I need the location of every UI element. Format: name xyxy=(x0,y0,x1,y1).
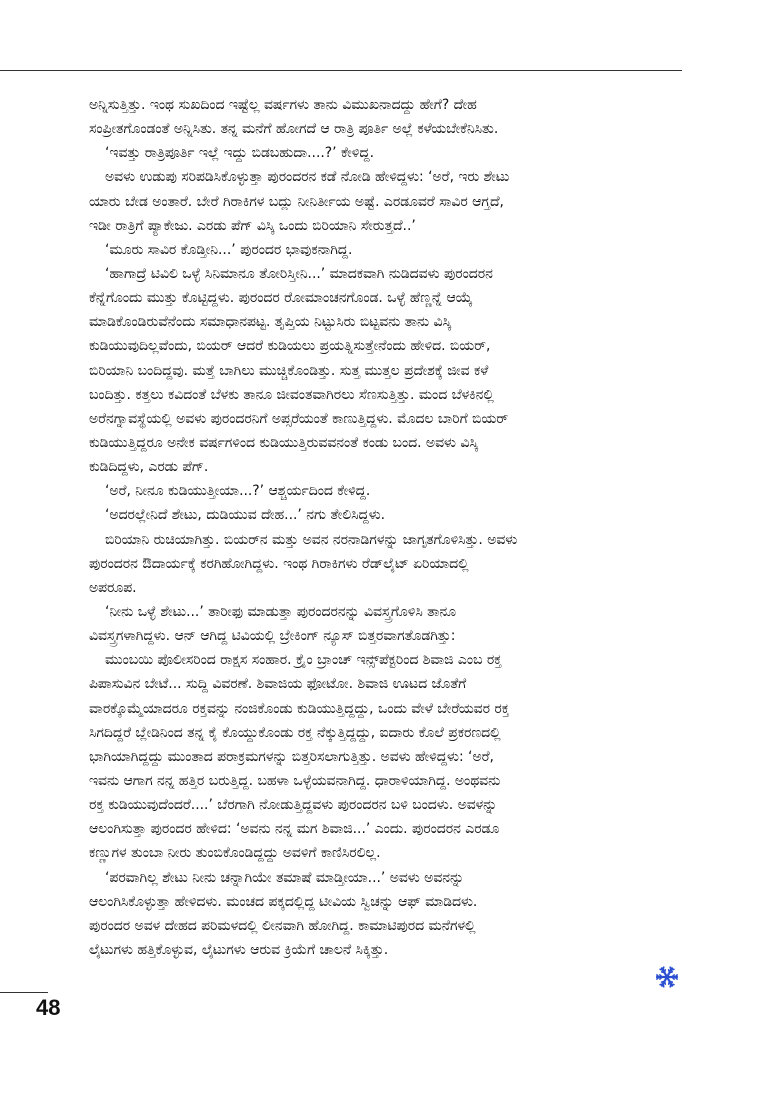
top-rule xyxy=(0,70,682,71)
text-line: ‘ನೀನು ಒಳ್ಳೆ ಶೇಟು...’ ತಾರೀಫು ಮಾಡುತ್ತಾ ಪುರಂದರನನ್ನು ವಿವಸ್ತ್ರಗೊಳಿಸಿ ತಾನೂ xyxy=(105,603,456,620)
text-line: ವಿವಸ್ತ್ರಗಳಾಗಿದ್ದಳು. ಆನ್ ಆಗಿದ್ದ ಟಿವಿಯಲ್ಲಿ ಬ್ರೇಕಿಂಗ್ ನ್ಯೂಸ್ ಬಿತ್ತರವಾಗತೊಡಗಿತ್ತು: xyxy=(89,628,456,645)
text-line: ‘ಪರವಾಗಿಲ್ಲ ಶೇಟು ನೀನು ಚನ್ನಾಗಿಯೇ ತಮಾಷೆ ಮಾಡ್ತೀಯಾ...’ ಅವಳು ಅವನನ್ನು xyxy=(105,869,464,886)
text-line: ಕಣ್ಣುಗಳ ತುಂಬಾ ನೀರು ತುಂಬಿಕೊಂಡಿದ್ದದ್ದು ಅವಳಿಗೆ ಕಾಣಿಸಿರಲಿಲ್ಲ. xyxy=(89,845,381,862)
text-line: ಬಿರಿಯಾನಿ ರುಚಿಯಾಗಿತ್ತು. ಬಿಯರ್‌ನ ಮತ್ತು ಅವನ ನರನಾಡಿಗಳನ್ನು ಜಾಗೃತಗೊಳಿಸಿತ್ತು. ಅವಳು xyxy=(105,531,518,548)
text-line: ‘ಅರೆ, ನೀನೂ ಕುಡಿಯುತ್ತೀಯಾ...?’ ಆಶ್ಚರ್ಯದಿಂದ ಕೇಳಿದ್ದ. xyxy=(105,483,371,500)
text-line: ಕುಡಿಯುವುದಿಲ್ಲವೆಂದು, ಬಿಯರ್ ಆದರೆ ಕುಡಿಯಲು ಪ್ರಯತ್ನಿಸುತ್ತೇನೆಂದು ಹೇಳಿದ. ಬಿಯರ್, xyxy=(89,338,491,355)
text-line: ಪುರಂದರನ ಔದಾರ್ಯಕ್ಕೆ ಕರಗಿಹೋಗಿದ್ದಳು. ಇಂಥ ಗಿರಾಕಿಗಳು ರೆಡ್‌ಲೈಟ್ ಏರಿಯಾದಲ್ಲಿ xyxy=(89,555,469,572)
text-line: ಮಾಡಿಕೊಂಡಿರುವೆನೆಂದು ಸಮಾಧಾನಪಟ್ಟ. ತೃಪ್ತಿಯ ನಿಟ್ಟುಸಿರು ಬಿಟ್ಟವನು ತಾನು ವಿಸ್ಕಿ xyxy=(89,314,452,331)
text-line: ಅಪರೂಪ. xyxy=(89,579,137,596)
text-line: ಯಾರು ಬೇಡ ಅಂತಾರೆ. ಬೇರೆ ಗಿರಾಕಿಗಳ ಬದ್ಲು ನೀನಿರ್ತೀಯ ಅಷ್ಟೆ. ಎರಡೂವರೆ ಸಾವಿರ ಆಗ್ತದೆ, xyxy=(89,193,504,210)
text-line: ಅರೆನಗ್ನಾವಸ್ಥೆಯಲ್ಲಿ ಅವಳು ಪುರಂದರನಿಗೆ ಅಪ್ಸರೆಯಂತೆ ಕಾಣುತ್ತಿದ್ದಳು. ಮೊದಲ ಬಾರಿಗೆ ಬಿಯರ್ xyxy=(89,410,509,427)
text-line: ಭಾಗಿಯಾಗಿದ್ದದ್ದು ಮುಂತಾದ ಪರಾಕ್ರಮಗಳನ್ನು ಬಿತ್ತರಿಸಲಾಗುತ್ತಿತ್ತು. ಅವಳು ಹೇಳಿದ್ದಳು: ‘ಅರೆ, xyxy=(89,748,494,765)
text-line: ಕುಡಿಯುತ್ತಿದ್ದರೂ ಅನೇಕ ವರ್ಷಗಳಿಂದ ಕುಡಿಯುತ್ತಿರುವವನಂತೆ ಕಂಡು ಬಂದ. ಅವಳು ವಿಸ್ಕಿ xyxy=(89,434,479,451)
text-line: ಮುಂಬಯಿ ಪೊಲೀಸರಿಂದ ರಾಕ್ಷಸ ಸಂಹಾರ. ಕ್ರೈಂ ಬ್ರಾಂಚ್ ಇನ್ಸ್‌ಪೆಕ್ಟರಿಂದ ಶಿವಾಜಿ ಎಂಬ ರಕ್ತ xyxy=(105,652,502,669)
text-line: ‘ಹಾಗಾದ್ರೆ ಟಿವಿಲಿ ಒಳ್ಳೆ ಸಿನಿಮಾನೂ ತೋರಿಸ್ತೀನಿ...’ ಮಾದಕವಾಗಿ ನುಡಿದವಳು ಪುರಂದರನ xyxy=(105,265,493,282)
text-line: ಸಿಗದಿದ್ದರೆ ಬ್ಲೇಡಿನಿಂದ ತನ್ನ ಕೈ ಕೊಯ್ದುಕೊಂಡು ರಕ್ತ ನೆಕ್ಕುತ್ತಿದ್ದದ್ದು, ಐದಾರು ಕೊಲೆ ಪ್ರಕರಣದಲ್ಲಿ xyxy=(89,724,501,741)
text-line: ರಕ್ತ ಕುಡಿಯುವುದೆಂದರೆ....’ ಬೆರಗಾಗಿ ನೋಡುತ್ತಿದ್ದವಳು ಪುರಂದರನ ಬಳಿ ಬಂದಳು. ಅವಳನ್ನು xyxy=(89,797,498,814)
text-line: ಅವಳು ಉಡುಪು ಸರಿಪಡಿಸಿಕೊಳ್ಳುತ್ತಾ ಪುರಂದರನ ಕಡೆ ನೋಡಿ ಹೇಳಿದ್ದಳು: ‘ಅರೆ, ಇರು ಶೇಟು xyxy=(105,169,510,186)
text-line: ಬಂದಿತ್ತು. ಕತ್ತಲು ಕವಿದಂತೆ ಬೆಳಕು ತಾನೂ ಜೀವಂತವಾಗಿರಲು ಸೆಣಸುತ್ತಿತ್ತು. ಮಂದ ಬೆಳಕಿನಲ್ಲಿ xyxy=(89,386,494,403)
text-line: ಆಲಂಗಿಸುತ್ತಾ ಪುರಂದರ ಹೇಳಿದ: ‘ಅವನು ನನ್ನ ಮಗ ಶಿವಾಜಿ...’ ಎಂದು. ಪುರಂದರನ ಎರಡೂ xyxy=(89,821,500,838)
text-line: ‘ಅದರಲ್ಲೇನಿದೆ ಶೇಟು, ದುಡಿಯುವ ದೇಹ...’ ನಗು ತೇಲಿಸಿದ್ದಳು. xyxy=(105,507,386,524)
text-line: ಕುಡಿದಿದ್ದಳು, ಎರಡು ಪೆಗ್. xyxy=(89,459,209,476)
text-line: ಲೈಟುಗಳು ಹತ್ತಿಕೊಳ್ಳುವ, ಲೈಟುಗಳು ಆರುವ ಕ್ರಿಯೆಗೆ ಚಾಲನೆ ಸಿಕ್ಕಿತ್ತು. xyxy=(89,941,389,958)
text-line: ಆಲಂಗಿಸಿಕೊಳ್ಳುತ್ತಾ ಹೇಳಿದಳು. ಮಂಚದ ಪಕ್ಕದಲ್ಲಿದ್ದ ಟೀವಿಯ ಸ್ವಿಚನ್ನು ಆಫ್ ಮಾಡಿದಳು. xyxy=(89,893,478,910)
page-number: 48 xyxy=(36,995,61,1020)
text-line: ಕೆನ್ನೆಗೊಂದು ಮುತ್ತು ಕೊಟ್ಟಿದ್ದಳು. ಪುರಂದರ ರೋಮಾಂಚನಗೊಂಡ. ಒಳ್ಳೆ ಹೆಣ್ಣನ್ನೆ ಆಯ್ಕೆ xyxy=(89,290,473,307)
text-line: ಪುರಂದರ ಅವಳ ದೇಹದ ಪರಿಮಳದಲ್ಲಿ ಲೀನವಾಗಿ ಹೋಗಿದ್ದ. ಕಾಮಾಟಿಪುರದ ಮನೆಗಳಲ್ಲಿ xyxy=(89,917,476,934)
text-line: ಪಿಪಾಸುವಿನ ಬೇಟೆ... ಸುದ್ದಿ ವಿವರಣೆ. ಶಿವಾಜಿಯ ಫೋಟೋ. ಶಿವಾಜಿ ಊಟದ ಜೊತೆಗೆ xyxy=(89,676,467,693)
body-text xyxy=(89,93,689,962)
text-line: ಇವನು ಆಗಾಗ ನನ್ನ ಹತ್ತಿರ ಬರುತ್ತಿದ್ದ. ಬಹಳಾ ಒಳ್ಳೆಯವನಾಗಿದ್ದ. ಧಾರಾಳಿಯಾಗಿದ್ದ. ಅಂಥವನು xyxy=(89,772,501,789)
text-line: ಸಂಪ್ರೀತಗೊಂಡಂತೆ ಅನ್ನಿಸಿತು. ತನ್ನ ಮನೆಗೆ ಹೋಗದೆ ಆ ರಾತ್ರಿ ಪೂರ್ತಿ ಅಲ್ಲೆ ಕಳೆಯಬೇಕೆನಿಸಿತು. xyxy=(89,121,499,138)
text-line: ‘ಮೂರು ಸಾವಿರ ಕೊಡ್ತೀನಿ...’ ಪುರಂದರ ಭಾವುಕನಾಗಿದ್ದ. xyxy=(105,241,353,258)
text-line: ‘ಇವತ್ತು ರಾತ್ರಿಪೂರ್ತಿ ಇಲ್ಲೆ ಇದ್ದು ಬಿಡಬಹುದಾ....?’ ಕೇಳಿದ್ದ. xyxy=(105,145,375,162)
text-line: ಇಡೀ ರಾತ್ರಿಗೆ ಪ್ಯಾಕೇಜು. ಎರಡು ಪೆಗ್ ವಿಸ್ಕಿ ಒಂದು ಬಿರಿಯಾನಿ ಸೇರುತ್ತದೆ..’ xyxy=(89,217,416,234)
text-line: ಬಿರಿಯಾನಿ ಬಂದಿದ್ದವು. ಮತ್ತೆ ಬಾಗಿಲು ಮುಚ್ಚಿಕೊಂಡಿತ್ತು. ಸುತ್ತ ಮುತ್ತಲ ಪ್ರದೇಶಕ್ಕೆ ಜೀವ ಕಳೆ xyxy=(89,362,489,379)
snowflake-icon xyxy=(654,964,680,990)
text-line: ಅನ್ನಿಸುತ್ತಿತ್ತು. ಇಂಥ ಸುಖದಿಂದ ಇಷ್ಟೆಲ್ಲ ವರ್ಷಗಳು ತಾನು ವಿಮುಖನಾದದ್ದು ಹೇಗೆ? ದೇಹ xyxy=(89,97,477,113)
text-line: ವಾರಕ್ಕೊಮ್ಮೆಯಾದರೂ ರಕ್ತವನ್ನು ನಂಜಿಕೊಂಡು ಕುಡಿಯುತ್ತಿದ್ದದ್ದು, ಒಂದು ವೇಳೆ ಬೇರೆಯವರ ರಕ್ತ xyxy=(89,700,510,717)
